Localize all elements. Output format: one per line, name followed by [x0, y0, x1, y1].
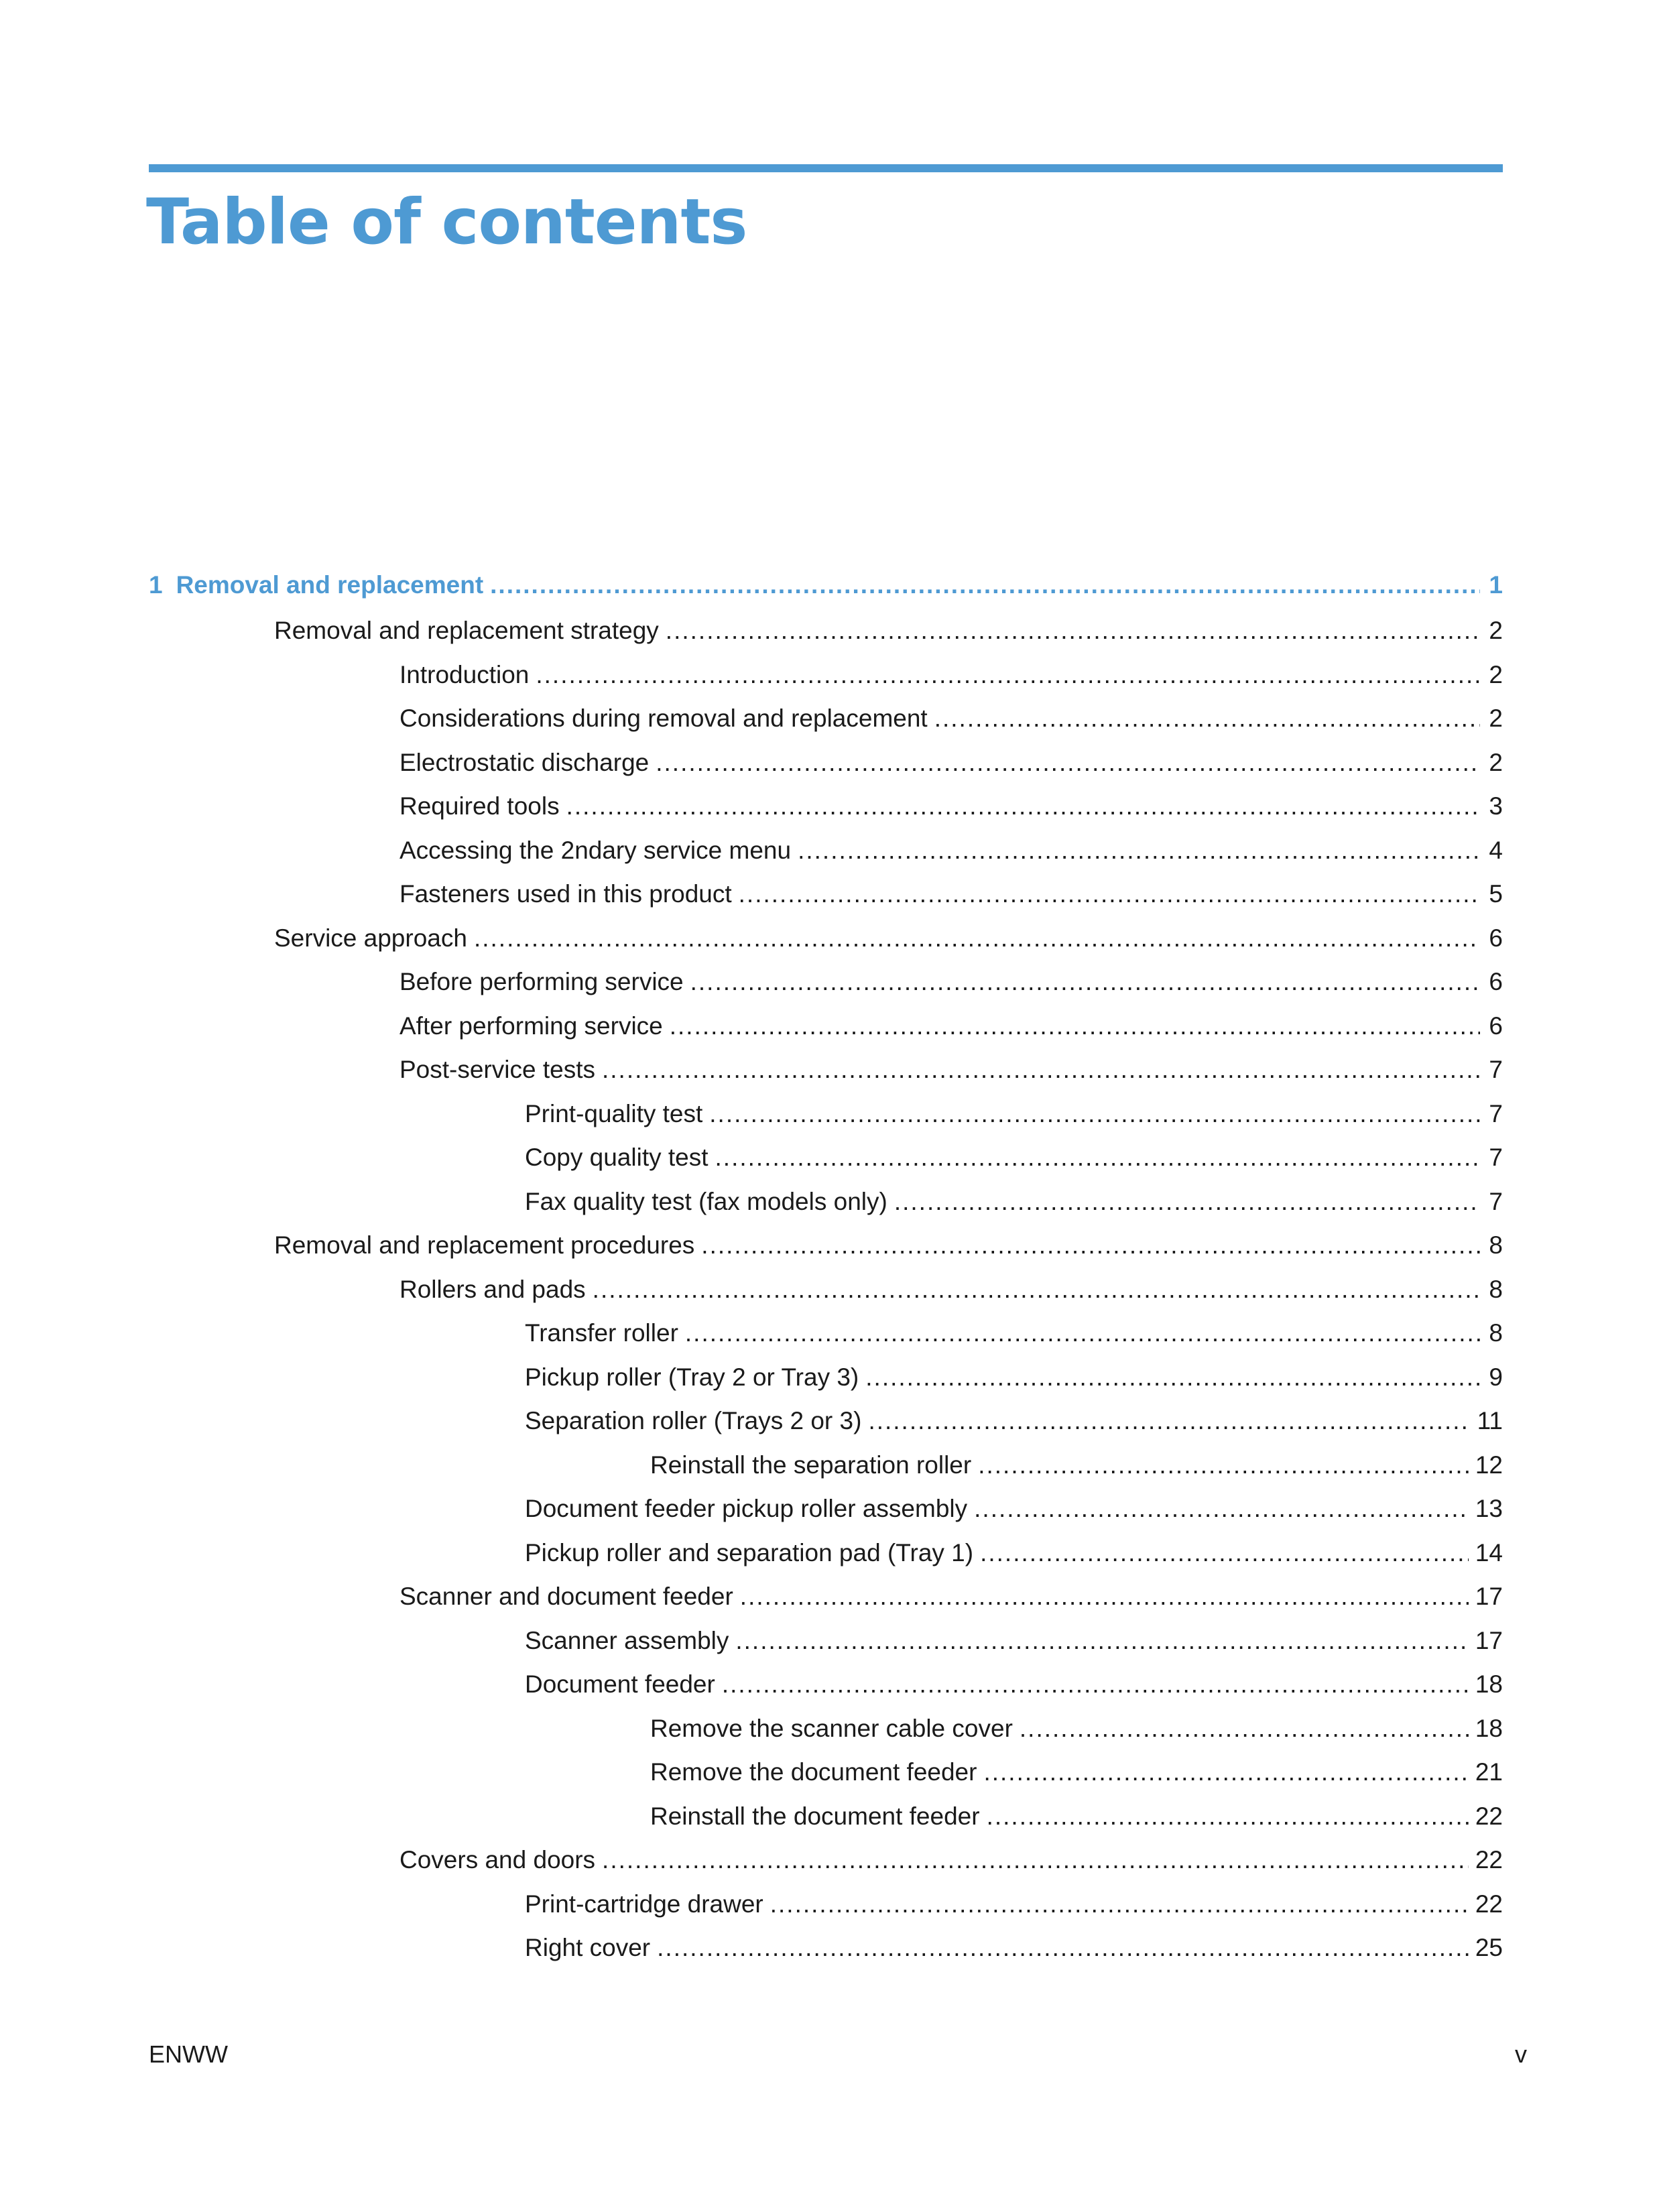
toc-dot-leader	[974, 1487, 1469, 1531]
toc-page-number[interactable]: 7	[1489, 1099, 1503, 1127]
toc-entry[interactable]	[149, 1004, 1503, 1048]
toc-page-number[interactable]: 7	[1489, 1056, 1503, 1083]
toc-page-number[interactable]: 2	[1489, 704, 1503, 732]
toc-dot-leader	[593, 1268, 1480, 1312]
toc-entry-label[interactable]: Reinstall the separation roller	[650, 1451, 972, 1479]
toc-dot-leader	[739, 872, 1480, 916]
toc-entry[interactable]	[149, 1268, 1503, 1312]
toc-page-number[interactable]: 2	[1489, 617, 1503, 644]
toc-dot-leader	[566, 784, 1480, 828]
toc-entry-label[interactable]: Scanner and document feeder	[399, 1583, 733, 1610]
toc-entry-label[interactable]: Pickup roller and separation pad (Tray 1)	[525, 1538, 974, 1566]
toc-dot-leader	[685, 1311, 1480, 1355]
toc-dot-leader	[657, 1926, 1469, 1970]
toc-entry-label[interactable]: Rollers and pads	[399, 1275, 586, 1303]
toc-chapter-entry[interactable]	[149, 562, 1503, 609]
toc-dot-leader	[474, 916, 1480, 961]
toc-entry[interactable]	[149, 609, 1503, 653]
toc-page-number[interactable]: 8	[1489, 1319, 1503, 1347]
toc-entry[interactable]	[149, 1838, 1503, 1882]
toc-entry[interactable]	[149, 1135, 1503, 1180]
toc-page-number[interactable]: 8	[1489, 1231, 1503, 1259]
toc-dot-leader	[934, 696, 1480, 741]
toc-dot-leader	[602, 1838, 1469, 1882]
toc-dot-leader	[656, 741, 1480, 785]
toc-dot-leader	[709, 1092, 1480, 1136]
toc-entry-label[interactable]: Remove the document feeder	[650, 1758, 977, 1786]
toc-dot-leader	[983, 1750, 1468, 1794]
toc-entry-label[interactable]: Introduction	[399, 660, 530, 688]
page-title: Table of contents	[146, 186, 747, 259]
toc-page-number[interactable]: 25	[1475, 1934, 1503, 1961]
toc-page-number[interactable]: 1	[1489, 571, 1503, 599]
toc-dot-leader	[666, 609, 1480, 653]
toc-entry-label[interactable]: Print-quality test	[525, 1099, 703, 1127]
toc-page-number[interactable]: 18	[1475, 1714, 1503, 1742]
toc-page-number[interactable]: 13	[1475, 1495, 1503, 1522]
footer-page-number: v	[1515, 2040, 1527, 2068]
table-of-contents	[149, 562, 1503, 1970]
toc-page-number[interactable]: 14	[1475, 1538, 1503, 1566]
toc-page-number[interactable]: 7	[1489, 1187, 1503, 1215]
toc-entry[interactable]	[149, 1355, 1503, 1400]
toc-dot-leader	[701, 1223, 1480, 1268]
toc-entry-label[interactable]: Reinstall the document feeder	[650, 1802, 980, 1830]
toc-entry[interactable]	[149, 872, 1503, 916]
toc-entry-label[interactable]: Remove the scanner cable cover	[650, 1714, 1013, 1742]
toc-page-number[interactable]: 18	[1475, 1670, 1503, 1698]
toc-entry[interactable]	[149, 1048, 1503, 1092]
toc-page-number[interactable]: 17	[1475, 1626, 1503, 1654]
toc-dot-leader	[740, 1575, 1469, 1619]
toc-entry[interactable]	[149, 784, 1503, 828]
toc-entry[interactable]	[149, 1575, 1503, 1619]
toc-page-number[interactable]: 17	[1475, 1583, 1503, 1610]
toc-entry[interactable]	[149, 828, 1503, 873]
toc-page-number[interactable]: 21	[1475, 1758, 1503, 1786]
toc-entry[interactable]	[149, 1619, 1503, 1663]
toc-entry-label[interactable]: Scanner assembly	[525, 1626, 729, 1654]
toc-entry-label[interactable]: Service approach	[274, 924, 467, 952]
toc-dot-leader	[602, 1048, 1480, 1092]
toc-entry[interactable]	[149, 1092, 1503, 1136]
toc-dot-leader	[894, 1180, 1480, 1224]
toc-entry-label[interactable]: Removal and replacement procedures	[274, 1231, 695, 1259]
toc-entry-label[interactable]: Pickup roller (Tray 2 or Tray 3)	[525, 1363, 859, 1391]
toc-entry[interactable]	[149, 916, 1503, 961]
toc-page-number[interactable]: 6	[1489, 968, 1503, 995]
toc-entry[interactable]	[149, 1882, 1503, 1926]
toc-entry[interactable]	[149, 1223, 1503, 1268]
toc-page-number[interactable]: 2	[1489, 660, 1503, 688]
toc-page-number[interactable]: 22	[1475, 1802, 1503, 1830]
toc-entry-label[interactable]: Document feeder	[525, 1670, 715, 1698]
toc-entry-label[interactable]: Removal and replacement	[176, 571, 484, 599]
toc-entry-label[interactable]: Covers and doors	[399, 1846, 596, 1873]
toc-dot-leader	[798, 828, 1480, 873]
toc-entry-label[interactable]: After performing service	[399, 1011, 663, 1040]
toc-entry-label[interactable]: Fasteners used in this product	[399, 880, 732, 908]
toc-page-number[interactable]: 4	[1489, 836, 1503, 864]
toc-entry-label[interactable]: Print-cartridge drawer	[525, 1890, 763, 1918]
toc-dot-leader	[865, 1355, 1480, 1400]
toc-entry-label[interactable]: Transfer roller	[525, 1319, 678, 1347]
toc-entry[interactable]	[149, 1794, 1503, 1839]
toc-entry-label[interactable]: Fax quality test (fax models only)	[525, 1187, 887, 1215]
toc-entry[interactable]	[149, 1443, 1503, 1487]
toc-entry[interactable]	[149, 1311, 1503, 1355]
toc-dot-leader	[735, 1619, 1468, 1663]
toc-page-number[interactable]: 8	[1489, 1275, 1503, 1303]
toc-dot-leader	[1020, 1707, 1469, 1751]
toc-dot-leader	[722, 1662, 1469, 1707]
toc-page-number[interactable]: 9	[1489, 1363, 1503, 1391]
toc-entry[interactable]	[149, 653, 1503, 697]
toc-dot-leader	[670, 1004, 1480, 1048]
toc-entry[interactable]	[149, 1662, 1503, 1707]
toc-entry-label[interactable]: Right cover	[525, 1934, 651, 1961]
toc-page-number[interactable]: 11	[1477, 1407, 1503, 1434]
toc-dot-leader	[770, 1882, 1469, 1926]
toc-entry[interactable]	[149, 960, 1503, 1004]
toc-page-number[interactable]: 3	[1489, 792, 1503, 820]
toc-entry-label[interactable]: Separation roller (Trays 2 or 3)	[525, 1407, 862, 1434]
toc-entry-label[interactable]: Considerations during removal and replacement	[399, 704, 928, 732]
toc-page-number[interactable]: 22	[1475, 1890, 1503, 1918]
toc-entry[interactable]	[149, 1180, 1503, 1224]
toc-entry[interactable]	[149, 1399, 1503, 1443]
toc-entry[interactable]	[149, 1926, 1503, 1970]
toc-page-number[interactable]: 22	[1475, 1846, 1503, 1873]
toc-entry-label[interactable]: Removal and replacement strategy	[274, 617, 659, 644]
toc-entry[interactable]	[149, 1707, 1503, 1751]
toc-dot-leader	[490, 562, 1480, 609]
toc-entry-label[interactable]: Copy quality test	[525, 1144, 709, 1171]
toc-dot-leader	[980, 1531, 1469, 1575]
toc-chapter-number: 1	[149, 571, 163, 599]
toc-entry-label[interactable]: Before performing service	[399, 968, 684, 995]
toc-page-number[interactable]: 7	[1489, 1144, 1503, 1171]
toc-entry[interactable]	[149, 1750, 1503, 1794]
toc-dot-leader	[868, 1399, 1470, 1443]
toc-entry-label[interactable]: Required tools	[399, 792, 560, 820]
toc-dot-leader	[978, 1443, 1469, 1487]
toc-page-number[interactable]: 2	[1489, 748, 1503, 776]
toc-entry-label[interactable]: Document feeder pickup roller assembly	[525, 1495, 968, 1522]
footer-publication-code: ENWW	[149, 2040, 228, 2068]
toc-page-number[interactable]: 6	[1489, 924, 1503, 952]
toc-entry-label[interactable]: Electrostatic discharge	[399, 748, 650, 776]
toc-page-number[interactable]: 5	[1489, 880, 1503, 908]
toc-entry-label[interactable]: Accessing the 2ndary service menu	[399, 836, 792, 864]
toc-page-number[interactable]: 6	[1489, 1011, 1503, 1040]
toc-page-number[interactable]: 12	[1475, 1451, 1503, 1479]
toc-dot-leader	[715, 1135, 1480, 1180]
toc-dot-leader	[536, 653, 1480, 697]
title-rule	[149, 164, 1503, 172]
toc-dot-leader	[987, 1794, 1469, 1839]
toc-entry[interactable]	[149, 1487, 1503, 1531]
toc-entry-label[interactable]: Post-service tests	[399, 1056, 595, 1083]
toc-entry[interactable]	[149, 741, 1503, 785]
toc-entry[interactable]	[149, 696, 1503, 741]
toc-dot-leader	[690, 960, 1480, 1004]
toc-entry[interactable]	[149, 1531, 1503, 1575]
